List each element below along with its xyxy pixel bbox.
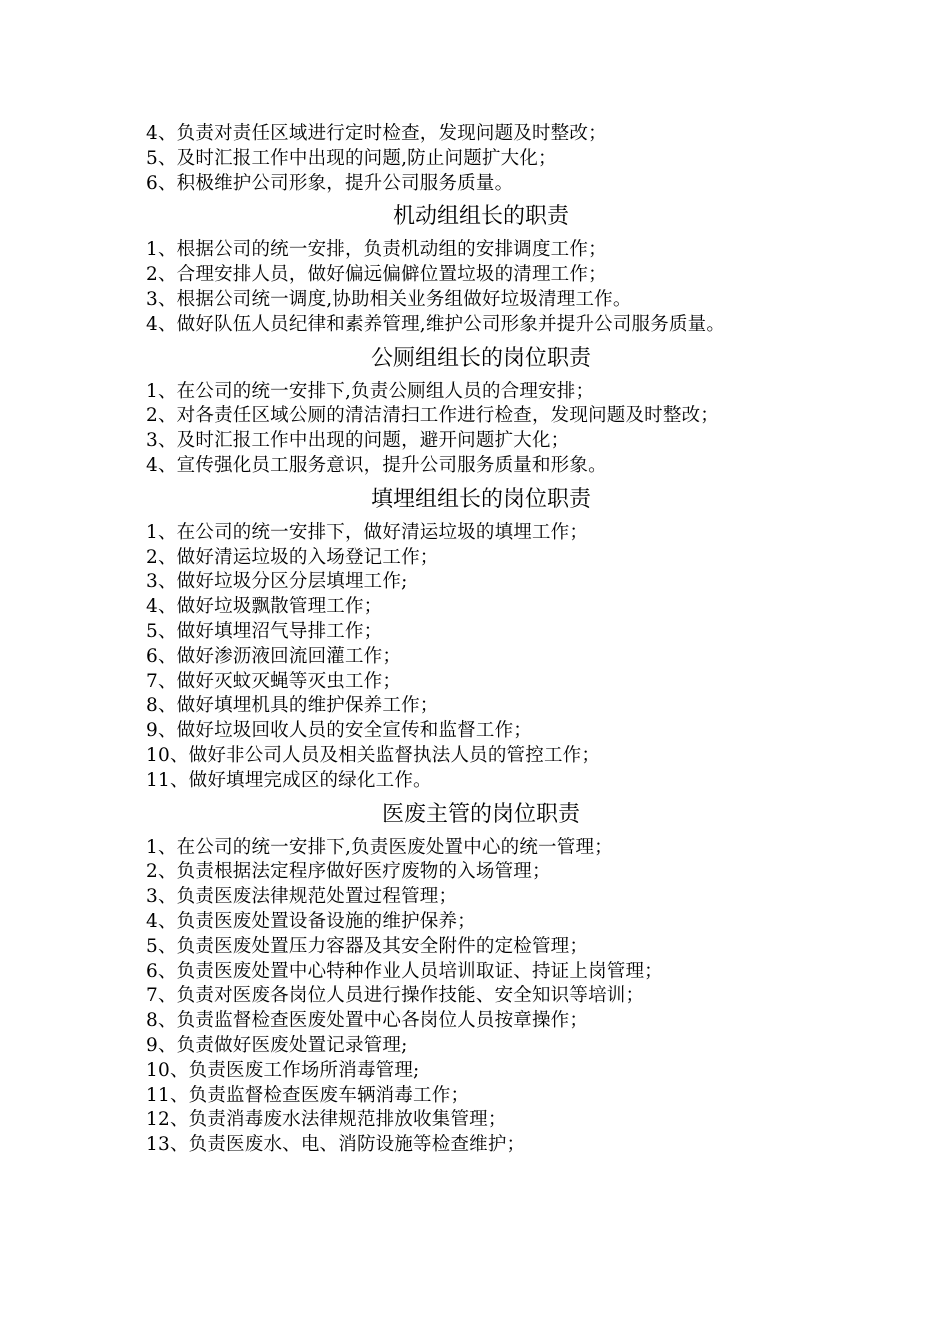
list-item: 7、做好灭蚊灭蝇等灭虫工作； — [146, 670, 402, 692]
list-item: 4、负责医废处置设备设施的维护保养； — [146, 910, 476, 932]
list-item: 1、在公司的统一安排下,负责公厕组人员的合理安排； — [146, 380, 595, 402]
document-body — [146, 122, 816, 1158]
section-heading: 填埋组组长的岗位职责 — [370, 486, 591, 512]
list-item: 6、做好渗沥液回流回灌工作； — [146, 645, 402, 667]
list-item: 10、负责医废工作场所消毒管理; — [146, 1059, 420, 1081]
list-item: 3、负责医废法律规范处置过程管理； — [146, 886, 458, 908]
list-item: 3、及时汇报工作中出现的问题，避开问题扩大化； — [146, 430, 570, 452]
intro-list — [146, 122, 816, 196]
list-item: 8、做好填埋机具的维护保养工作； — [146, 695, 439, 717]
section-heading: 医废主管的岗位职责 — [381, 801, 580, 827]
list-item: 4、做好垃圾飘散管理工作； — [146, 596, 383, 618]
list-item: 4、负责对责任区域进行定时检查，发现问题及时整改； — [146, 123, 607, 144]
list-item: 2、对各责任区域公厕的清洁清扫工作进行检查，发现问题及时整改； — [146, 405, 719, 427]
list-item: 2、负责根据法定程序做好医疗废物的入场管理； — [146, 861, 551, 883]
list-item: 9、做好垃圾回收人员的安全宣传和监督工作； — [146, 720, 532, 742]
list-item: 4、宣传强化员工服务意识，提升公司服务质量和形象。 — [146, 454, 607, 476]
list-item: 12、负责消毒废水法律规范排放收集管理； — [146, 1109, 507, 1131]
list-item: 6、负责医废处置中心特种作业人员培训取证、持证上岗管理； — [146, 960, 663, 982]
list-item: 3、根据公司统一调度,协助相关业务组做好垃圾清理工作。 — [146, 288, 632, 310]
list-item: 8、负责监督检查医废处置中心各岗位人员按章操作； — [146, 1010, 589, 1032]
list-item: 9、负责做好医废处置记录管理; — [146, 1034, 408, 1056]
list-item: 11、负责监督检查医废车辆消毒工作； — [146, 1084, 470, 1106]
list-item: 1、在公司的统一安排下,负责医废处置中心的统一管理； — [146, 836, 613, 858]
list-item: 2、合理安排人员，做好偏远偏僻位置垃圾的清理工作； — [146, 264, 607, 286]
section-landfill-team-leader — [146, 487, 816, 794]
list-item: 2、做好清运垃圾的入场登记工作； — [146, 546, 439, 568]
section-medical-waste-supervisor — [146, 802, 816, 1158]
list-item: 5、做好填埋沼气导排工作； — [146, 620, 383, 642]
list-item: 11、做好填埋完成区的绿化工作。 — [146, 769, 432, 791]
list-item: 10、做好非公司人员及相关监督执法人员的管控工作； — [146, 744, 601, 766]
list-item: 3、做好垃圾分区分层填埋工作; — [146, 571, 408, 593]
section-mobile-team-leader — [146, 204, 816, 337]
section-heading: 机动组组长的职责 — [392, 204, 569, 230]
list-item: 13、负责医废水、电、消防设施等检查维护； — [146, 1134, 526, 1156]
list-item: 4、做好队伍人员纪律和素养管理,维护公司形象并提升公司服务质量。 — [146, 313, 726, 335]
list-item: 6、积极维护公司形象，提升公司服务质量。 — [146, 172, 514, 194]
list-item: 5、及时汇报工作中出现的问题,防止问题扩大化； — [146, 147, 557, 169]
list-item: 1、在公司的统一安排下，做好清运垃圾的填埋工作； — [146, 521, 589, 543]
list-item: 1、根据公司的统一安排，负责机动组的安排调度工作； — [146, 239, 607, 261]
section-toilet-team-leader — [146, 346, 816, 479]
list-item: 7、负责对医废各岗位人员进行操作技能、安全知识等培训； — [146, 985, 645, 1007]
list-item: 5、负责医废处置压力容器及其安全附件的定检管理； — [146, 935, 589, 957]
section-heading: 公厕组组长的岗位职责 — [370, 345, 591, 371]
